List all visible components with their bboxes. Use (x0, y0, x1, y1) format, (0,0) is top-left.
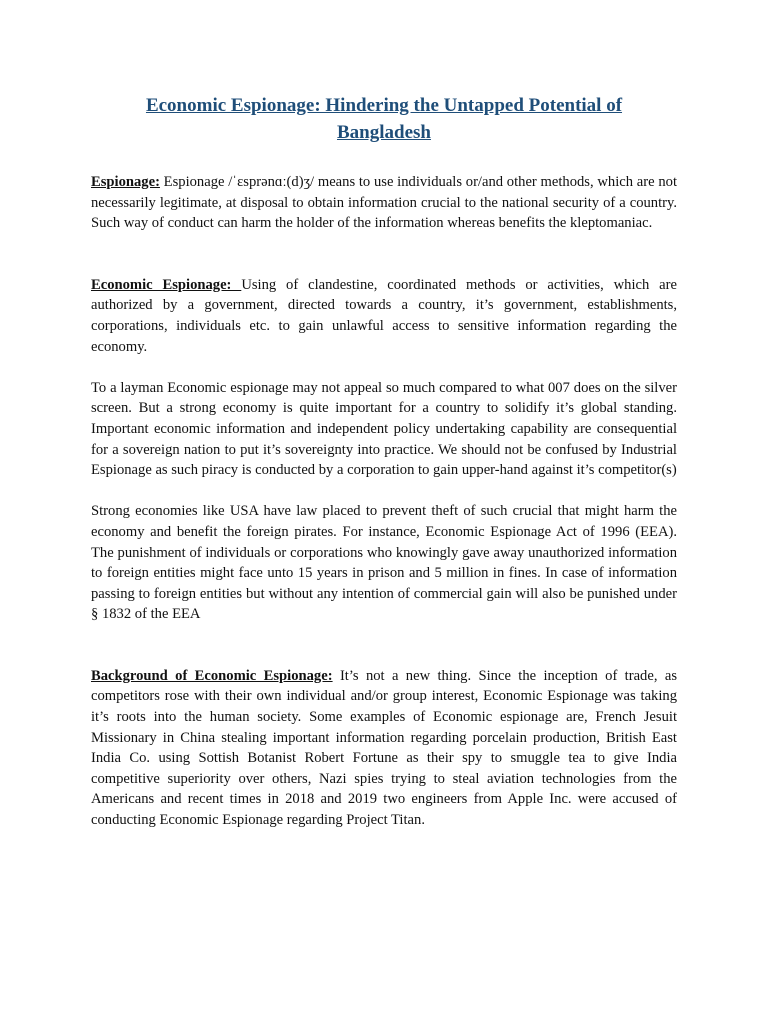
term-economic-espionage: Economic Espionage: (91, 276, 242, 293)
paragraph-text: Strong economies like USA have law placed to prevent theft of such crucial that might harm the economy and benefit the foreign pirates. For instance, Economic Espionage Act of 1996 (EEA). The punishment of individuals or corporations who knowingly gave away unauthorized information to foreign entities might face unto 15 years in prison and 5 million in fines. In case of information passing to foreign entities but without any intention of commercial gain will also be punished under § 1832 of the EEA (91, 503, 677, 623)
term-background-of-economic-espionage: Background of Economic Espionage: (91, 667, 333, 684)
spacer (91, 481, 677, 502)
spacer (91, 357, 677, 378)
paragraph-background (91, 666, 677, 831)
paragraph-economic-espionage-definition (91, 275, 677, 357)
paragraph-text: Using of clandestine, coordinated methods or activities, which are authorized by a government, directed towards a country, it’s government, establishments, corporations, individuals etc. to gain unlawful access to sensitive information regarding the economy. (91, 276, 677, 355)
document-page (91, 92, 677, 831)
term-espionage: Espionage: (91, 174, 160, 190)
document-title: Economic Espionage: Hindering the Untapped Potential of Bangladesh (145, 95, 623, 143)
spacer (91, 234, 677, 275)
paragraph-strong-economies (91, 501, 677, 625)
paragraph-text: It’s not a new thing. Since the inception of trade, as competitors rose with their own individual and/or group interest, Economic Espionage was taking it’s roots into the human society. Some examples of Economic espionage are, French Jesuit Missionary in China stealing important information regarding porcelain production, British East India Co. using Sottish Botanist Robert Fortune as their spy to smuggle tea to give India competitive superiority over others, Nazi spies trying to steal aviation technologies from the Americans and recent times in 2018 and 2019 two engineers from Apple Inc. were accused of conducting Economic Espionage regarding Project Titan. (91, 667, 678, 829)
paragraph-espionage-definition (91, 172, 677, 234)
paragraph-text: To a layman Economic espionage may not appeal so much compared to what 007 does on the silver screen. But a strong economy is quite important for a country to solidify it’s global standing. Important economic information and independent policy undertaking capability are consequential for a sovereign nation to put it’s sovereignty into practice. We should not be confused by Industrial Espionage as such piracy is conducted by a corporation to gain upper-hand against it’s competitor(s) (91, 379, 677, 479)
paragraph-text: Espionage /ˈɛsprənɑː(d)ʒ/ means to use individuals or/and other methods, which are not necessarily legitimate, at disposal to obtain information crucial to the national security of a country. Such way of conduct can harm the holder of the information whereas benefits the kleptomaniac. (91, 174, 677, 232)
paragraph-layman-view (91, 378, 677, 481)
spacer (91, 625, 677, 666)
